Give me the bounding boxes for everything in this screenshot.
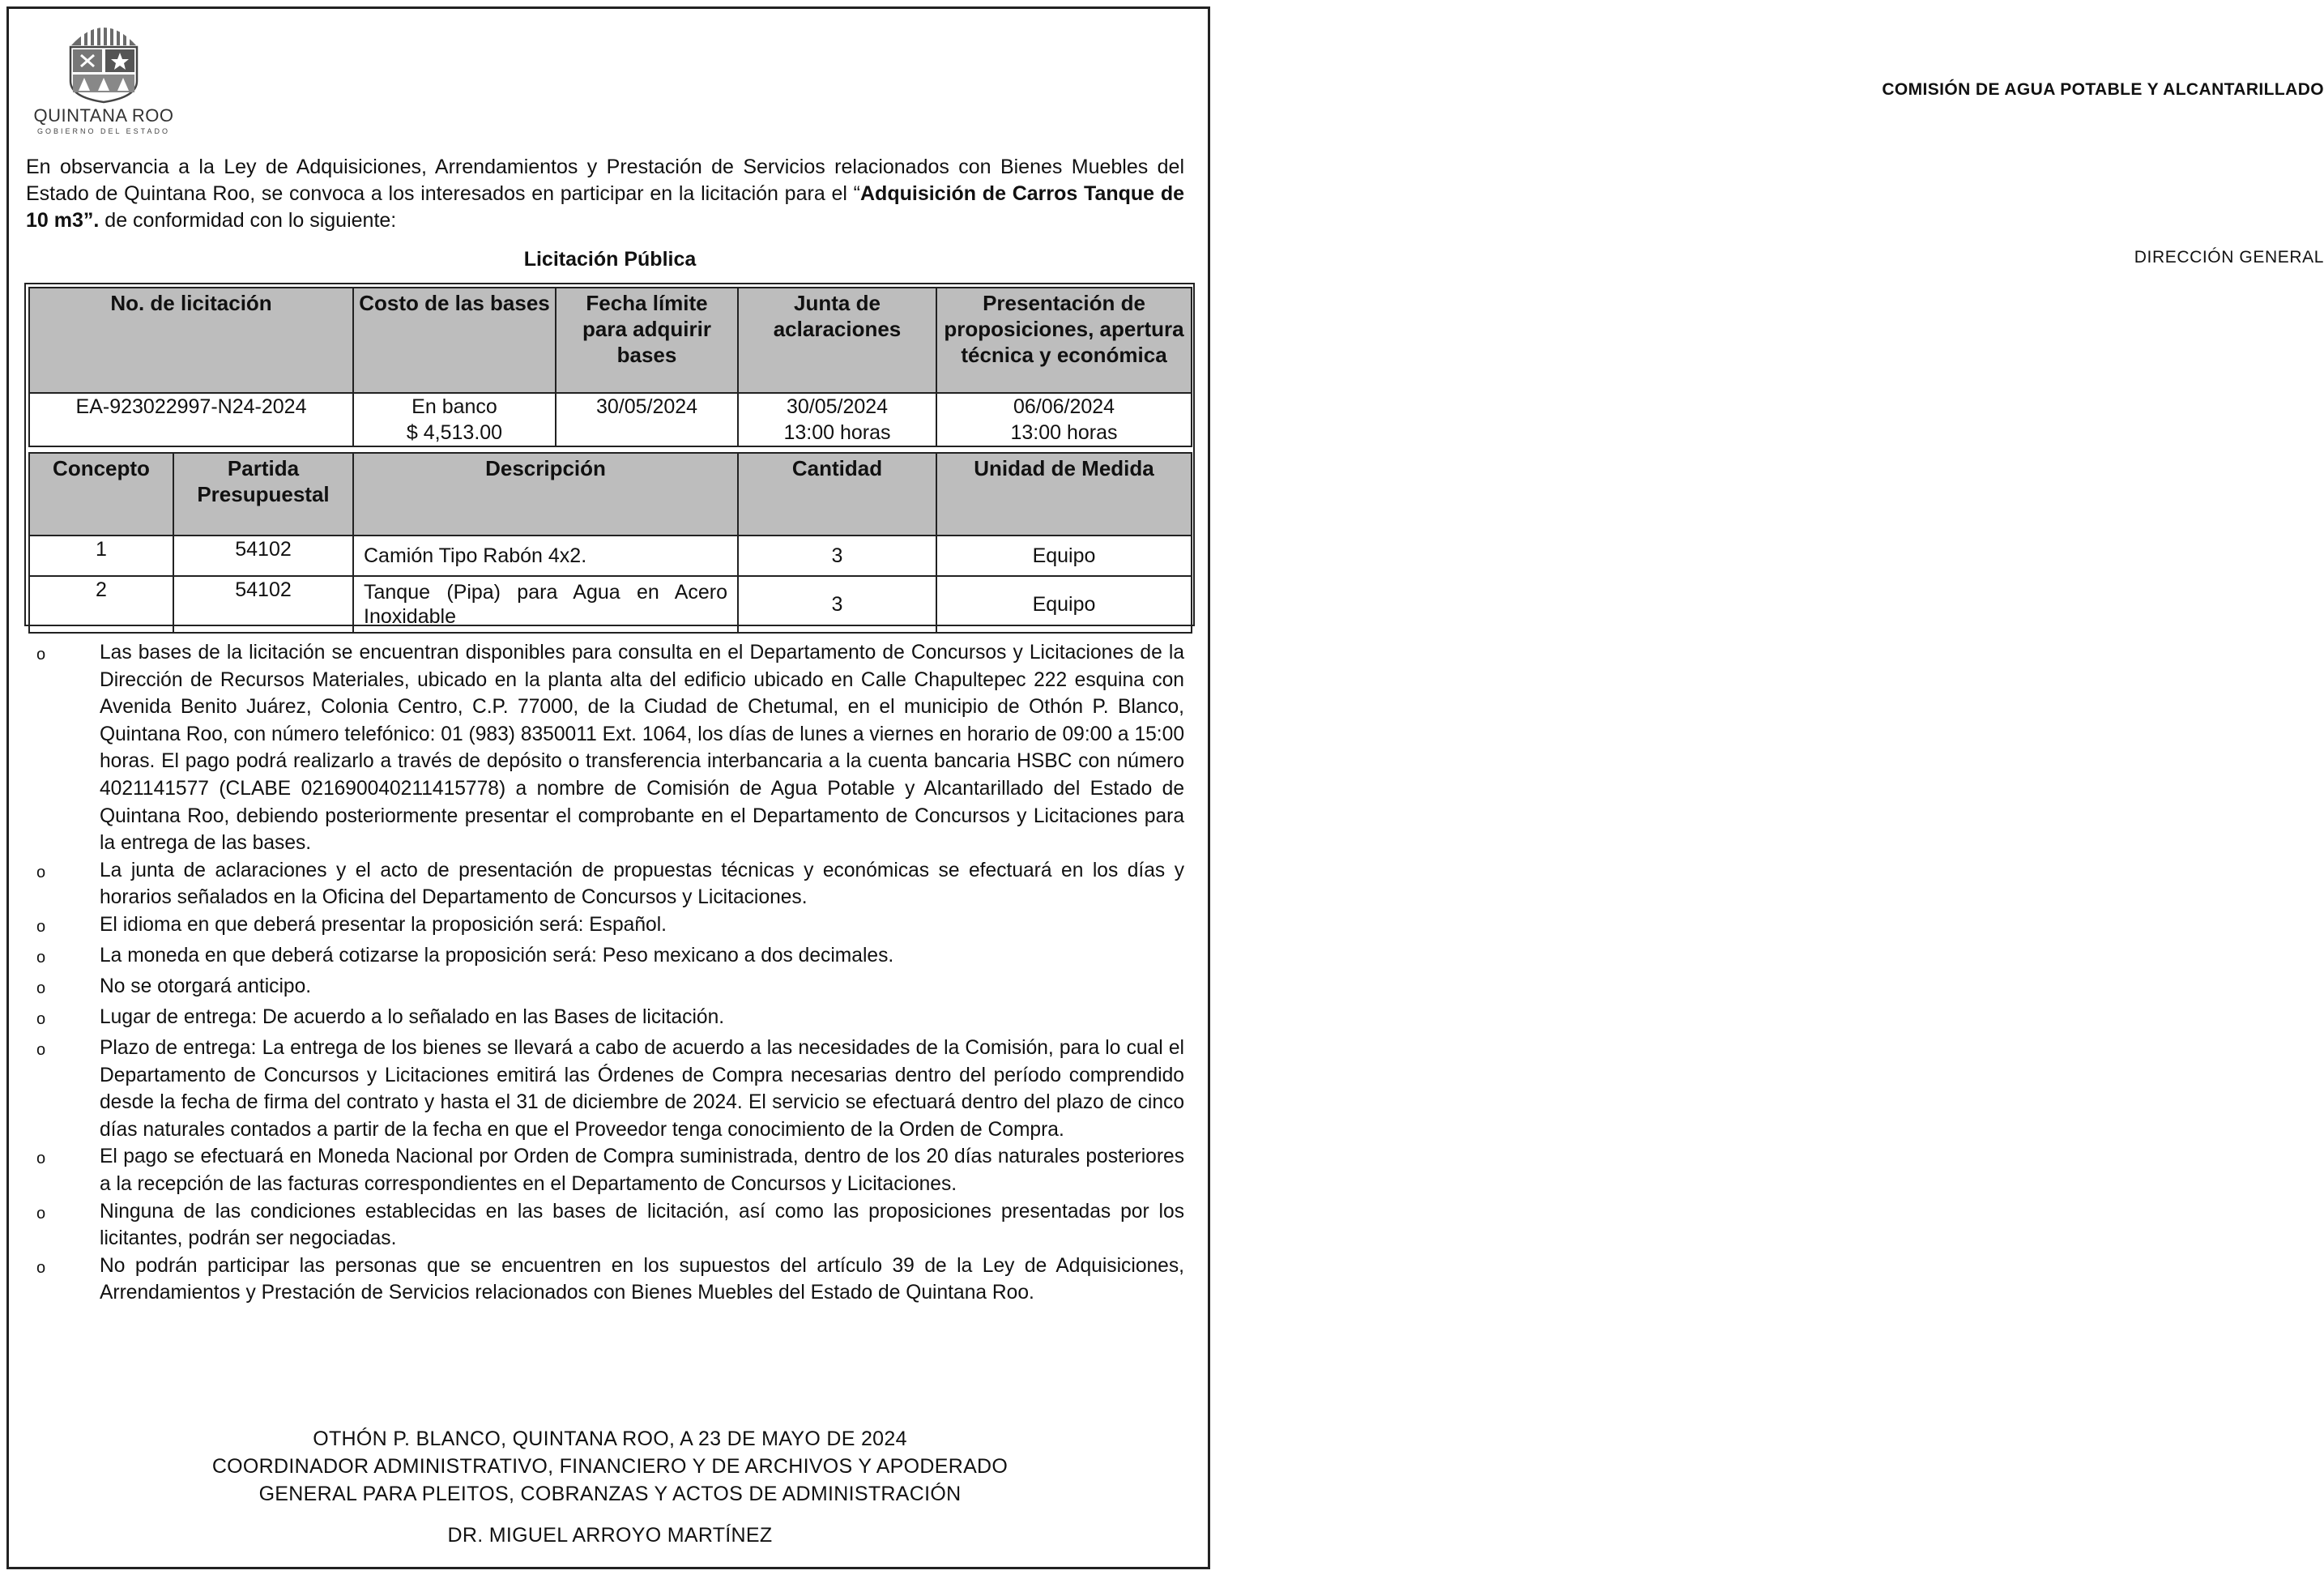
concept-number: 1 — [29, 536, 173, 576]
presentation-datetime — [936, 393, 1192, 446]
column-header: Unidad de Medida — [936, 453, 1192, 536]
state-logo — [31, 15, 177, 136]
items-table — [28, 452, 1192, 634]
tender-table-header — [29, 288, 1192, 393]
table-row — [29, 576, 1192, 633]
tender-number: EA-923022997-N24-2024 — [29, 393, 353, 446]
column-header: Cantidad — [738, 453, 936, 536]
place-date: OTHÓN P. BLANCO, QUINTANA ROO, A 23 DE MAYO DE 2024 — [313, 1428, 907, 1450]
column-header: Descripción — [353, 453, 738, 536]
intro-text: En observancia a la Ley de Adquisiciones, Arrendamientos y Prestación de Servicios relacionados con Bienes Muebles del Estado de Quintana Roo, se convoca a los interesados en participar en la licitación para el “ — [26, 156, 1184, 205]
section-title: Licitación Pública — [523, 248, 697, 271]
meeting-datetime — [738, 393, 936, 446]
bullet-marker: o — [36, 863, 46, 881]
organization-name: COMISIÓN DE AGUA POTABLE Y ALCANTARILLADO — [1882, 80, 2324, 99]
department-name: DIRECCIÓN GENERAL — [2134, 248, 2324, 267]
list-item-text: No se otorgará anticipo. — [100, 975, 312, 997]
cost-amount: $ 4,513.00 — [406, 421, 503, 444]
bullet-marker: o — [36, 1258, 46, 1277]
concept-number: 2 — [29, 576, 173, 633]
list-item — [32, 973, 1184, 1004]
item-description: Tanque (Pipa) para Agua en Acero Inoxidable — [353, 576, 738, 633]
bullet-marker: o — [36, 1204, 46, 1223]
signer-title: COORDINADOR ADMINISTRATIVO, FINANCIERO Y DE ARCHIVOS Y APODERADO — [211, 1455, 1008, 1478]
bullet-marker: o — [36, 917, 46, 936]
list-item-text: Plazo de entrega: La entrega de los bienes se llevará a cabo de acuerdo a las necesidades de la Comisión, para lo cual el Departamento de Concursos y Licitaciones emitirá las Órdenes de Compra necesarias dentro del período comprendido desde la fecha de firma del contrato y hasta el 31 de diciembre de 2024. El servicio se efectuará dentro del plazo de cinco días naturales contados a partir de la fecha en que el Proveedor tenga conocimiento de la Orden de Compra. — [100, 1036, 1184, 1141]
presentation-date: 06/06/2024 — [1013, 395, 1115, 418]
item-unit: Equipo — [936, 576, 1192, 633]
bullet-marker: o — [36, 1009, 46, 1028]
list-item-text: Las bases de la licitación se encuentran disponibles para consulta en el Departamento de Concursos y Licitaciones de la Dirección de Recursos Materiales, ubicado en la planta alta del edificio ubicado en Calle Chapultepec 222 esquina con Avenida Benito Juárez, Colonia Centro, C.P. 77000, de la Ciudad de Chetumal, en el municipio de Othón P. Blanco, Quintana Roo, con número telefónico: 01 (983) 8350011 Ext. 1064, los días de lunes a viernes en horario de 09:00 a 15:00 horas. El pago podrá realizarlo a través de depósito o transferencia interbancaria a la cuenta bancaria HSBC con número 4021141577 (CLABE 021690040211415778) a nombre de Comisión de Agua Potable y Alcantarillado del Estado de Quintana Roo, debiendo posteriormente presentar el comprobante en el Departamento de Concursos y Licitaciones para la entrega de las bases. — [100, 642, 1184, 855]
intro-highlight: Adquisición de Carros Tanque de 10 m3”. — [26, 182, 1184, 232]
table-row — [29, 393, 1192, 446]
column-header: Junta de aclaraciones — [738, 288, 936, 393]
signer-title-cont: GENERAL PARA PLEITOS, COBRANZAS Y ACTOS DE ADMINISTRACIÓN — [258, 1483, 962, 1505]
list-item-text: Lugar de entrega: De acuerdo a lo señalado en las Bases de licitación. — [100, 1005, 725, 1028]
meeting-time: 13:00 horas — [783, 421, 891, 444]
conditions-list — [32, 639, 1184, 1307]
list-item-text: La junta de aclaraciones y el acto de presentación de propuestas técnicas y económicas se efectuará en los días y horarios señalados en la Oficina del Departamento de Concursos y Licitaciones. — [100, 859, 1184, 909]
list-item — [32, 857, 1184, 911]
list-item — [32, 1143, 1184, 1197]
bullet-marker: o — [36, 979, 46, 997]
logo-name: QUINTANA ROO — [33, 105, 174, 126]
column-header: Fecha límite para adquirir bases — [556, 288, 738, 393]
list-item — [32, 942, 1184, 973]
intro-paragraph — [26, 154, 1184, 234]
list-item-text: No podrán participar las personas que se encuentren en los supuestos del artículo 39 de la Ley de Adquisiciones, Arrendamientos y Prestación de Servicios relacionados con Bienes Muebles del Estado de Quintana Roo. — [100, 1254, 1184, 1304]
list-item-text: El idioma en que deberá presentar la proposición será: Español. — [100, 913, 667, 936]
bullet-marker: o — [36, 1150, 46, 1168]
tender-tables — [24, 283, 1195, 626]
list-item — [32, 1035, 1184, 1143]
item-quantity: 3 — [738, 576, 936, 633]
deadline-date: 30/05/2024 — [556, 393, 738, 446]
list-item-text: Ninguna de las condiciones establecidas en las bases de licitación, así como las proposiciones presentadas por los licitantes, podrán ser negociadas. — [100, 1200, 1184, 1250]
list-item — [32, 1198, 1184, 1253]
presentation-time: 13:00 horas — [1010, 421, 1118, 444]
bullet-marker: o — [36, 646, 46, 664]
tender-table — [28, 287, 1192, 447]
logo-subtitle: GOBIERNO DEL ESTADO — [36, 127, 171, 135]
item-quantity: 3 — [738, 536, 936, 576]
list-item — [32, 1004, 1184, 1035]
bullet-marker: o — [36, 1040, 46, 1059]
coat-of-arms-icon — [59, 15, 148, 104]
closing-block — [0, 1425, 1220, 1508]
column-header: Concepto — [29, 453, 173, 536]
list-item-text: El pago se efectuará en Moneda Nacional por Orden de Compra suministrada, dentro de los 20 días naturales posteriores a la recepción de las facturas correspondientes en el Departamento de Concursos y Licitaciones. — [100, 1146, 1184, 1195]
signer-name: DR. MIGUEL ARROYO MARTÍNEZ — [447, 1524, 773, 1547]
column-header: Presentación de proposiciones, apertura técnica y económica — [936, 288, 1192, 393]
item-unit: Equipo — [936, 536, 1192, 576]
list-item — [32, 911, 1184, 942]
item-description: Camión Tipo Rabón 4x2. — [353, 536, 738, 576]
list-item — [32, 1253, 1184, 1307]
column-header: Costo de las bases — [353, 288, 556, 393]
cost-label: En banco — [411, 395, 497, 418]
column-header: No. de licitación — [29, 288, 353, 393]
list-item — [32, 639, 1184, 857]
budget-line: 54102 — [173, 536, 353, 576]
items-table-header — [29, 453, 1192, 536]
table-row — [29, 536, 1192, 576]
meeting-date: 30/05/2024 — [786, 395, 889, 418]
bases-cost — [353, 393, 556, 446]
bullet-marker: o — [36, 948, 46, 967]
intro-text-end: de conformidad con lo siguiente: — [99, 209, 397, 232]
list-item-text: La moneda en que deberá cotizarse la proposición será: Peso mexicano a dos decimales. — [100, 944, 894, 967]
budget-line: 54102 — [173, 576, 353, 633]
column-header: Partida Presupuestal — [173, 453, 353, 536]
